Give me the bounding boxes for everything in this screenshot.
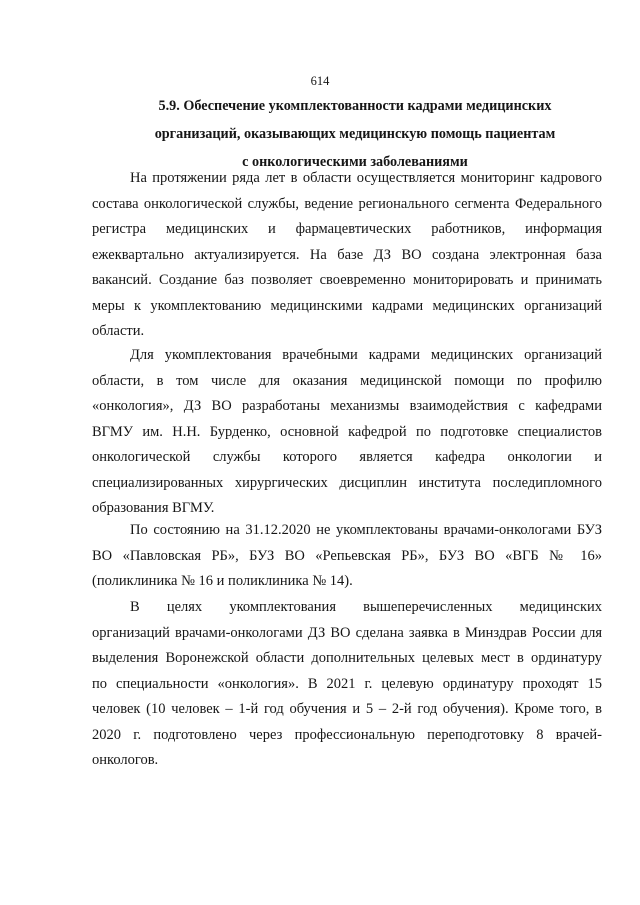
heading-line: 5.9. Обеспечение укомплектованности кадрами медицинских	[158, 98, 552, 114]
text-line: ВГМУ им. Н.Н. Бурденко, основной кафедрой по подготовке специалистов	[92, 423, 602, 440]
text-line: На протяжении ряда лет в области осуществляется мониторинг кадрового	[130, 170, 602, 186]
heading-line: организаций, оказывающих медицинскую помощь пациентам	[154, 126, 556, 142]
text-line: области, в том числе для оказания медицинской помощи по профилю	[92, 372, 602, 389]
text-line: онкологов.	[92, 752, 159, 768]
text-line: вакансий. Создание баз позволяет своевременно мониторировать и принимать	[92, 272, 602, 288]
heading-line: с онкологическими заболеваниями	[242, 154, 468, 170]
text-line: Для укомплектования врачебными кадрами медицинских организаций	[130, 347, 602, 363]
text-line: (поликлиника № 16 и поликлиника № 14).	[92, 573, 353, 589]
text-line: В целях укомплектования вышеперечисленных медицинских	[130, 599, 602, 615]
text-line: регистра медицинских и фармацевтических работников, информация	[92, 221, 602, 237]
paragraph-residency	[92, 595, 602, 774]
text-line: области.	[92, 323, 145, 339]
text-line: меры к укомплектованию медицинскими кадрами медицинских организаций	[92, 297, 602, 314]
text-line: организаций врачами-онкологами ДЗ ВО сделана заявка в Минздрав России для	[92, 624, 602, 641]
text-line: человек (10 человек – 1-й год обучения и 5 – 2-й год обучения). Кроме того, в	[92, 701, 602, 717]
paragraph-vacancies	[92, 518, 602, 595]
page-number: 614	[310, 74, 330, 88]
text-line: по специальности «онкология». В 2021 г. целевую ординатуру проходят 15	[92, 675, 602, 692]
text-line: ВО «Павловская РБ», БУЗ ВО «Репьевская РБ», БУЗ ВО «ВГБ № 16»	[92, 547, 602, 564]
paragraph-staffing	[92, 343, 602, 522]
text-line: образования ВГМУ.	[92, 500, 215, 516]
text-line: выделения Воронежской области дополнительных целевых мест в ординатуру	[92, 650, 602, 666]
text-line: По состоянию на 31.12.2020 не укомплектованы врачами-онкологами БУЗ	[130, 522, 602, 538]
text-line: онкологической службы которого является кафедра онкологии и	[92, 449, 602, 465]
text-line: специализированных хирургических дисциплин института последипломного	[92, 474, 602, 491]
text-line: ежеквартально актуализируется. На базе ДЗ ВО создана электронная база	[92, 246, 602, 263]
text-line: «онкология», ДЗ ВО разработаны механизмы взаимодействия с кафедрами	[92, 398, 602, 414]
section-heading	[124, 92, 586, 176]
text-line: 2020 г. подготовлено через профессиональную переподготовку 8 врачей-	[92, 726, 602, 743]
paragraph-monitoring	[92, 166, 602, 345]
text-line: состава онкологической службы, ведение регионального сегмента Федерального	[92, 195, 602, 212]
